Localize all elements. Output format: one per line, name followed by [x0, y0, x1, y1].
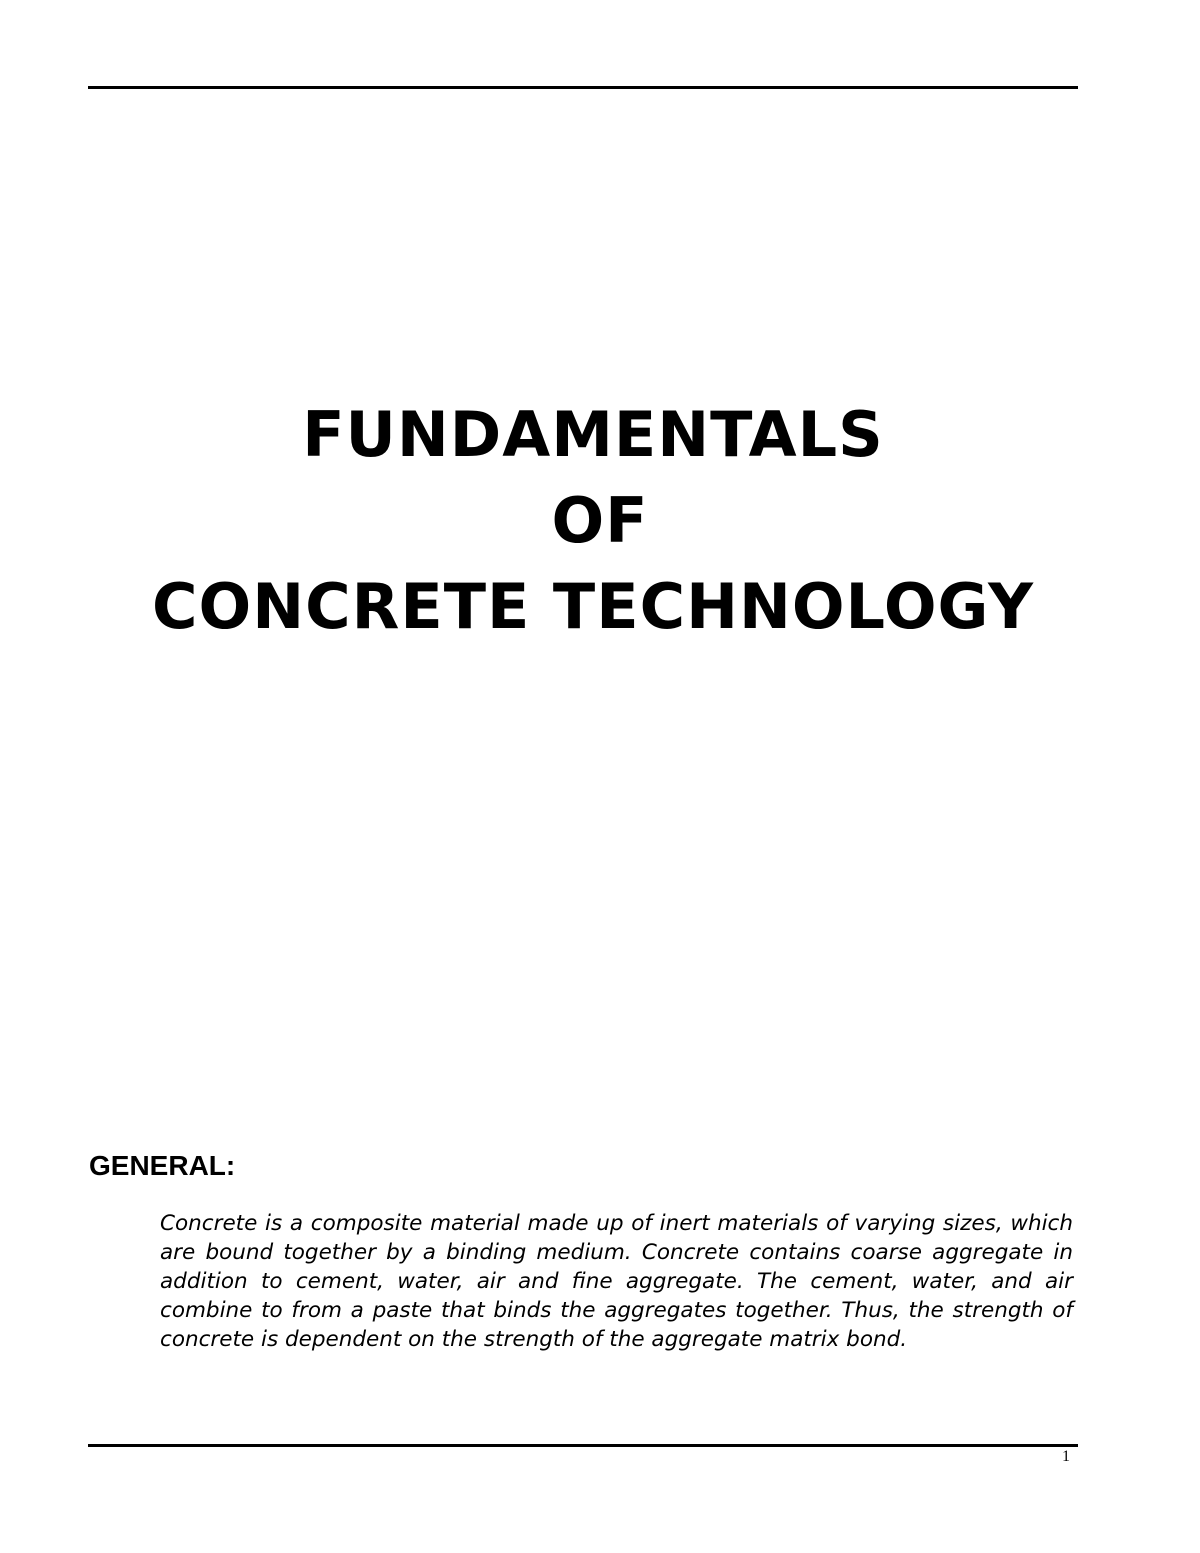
header-rule — [88, 86, 1078, 89]
title-line-2: OF — [551, 484, 649, 557]
title-line-1: FUNDAMENTALS — [302, 398, 884, 471]
section-heading: GENERAL: — [89, 1150, 236, 1181]
footer-rule — [88, 1444, 1078, 1447]
section-paragraph: Concrete is a composite material made up of inert materials of varying sizes, which are bound together by a binding medium. Concrete contains coarse aggregate in addition to cement, water, air and fine aggregate. The cement, water, and air combine to from a paste that binds the aggregates together. Thus, the strength of concrete is dependent on the strength of the aggregate matrix bond. — [160, 1211, 1073, 1352]
title-line-3: CONCRETE TECHNOLOGY — [152, 570, 1034, 643]
page-number: 1 — [1062, 1448, 1070, 1465]
document-title — [0, 392, 1200, 650]
